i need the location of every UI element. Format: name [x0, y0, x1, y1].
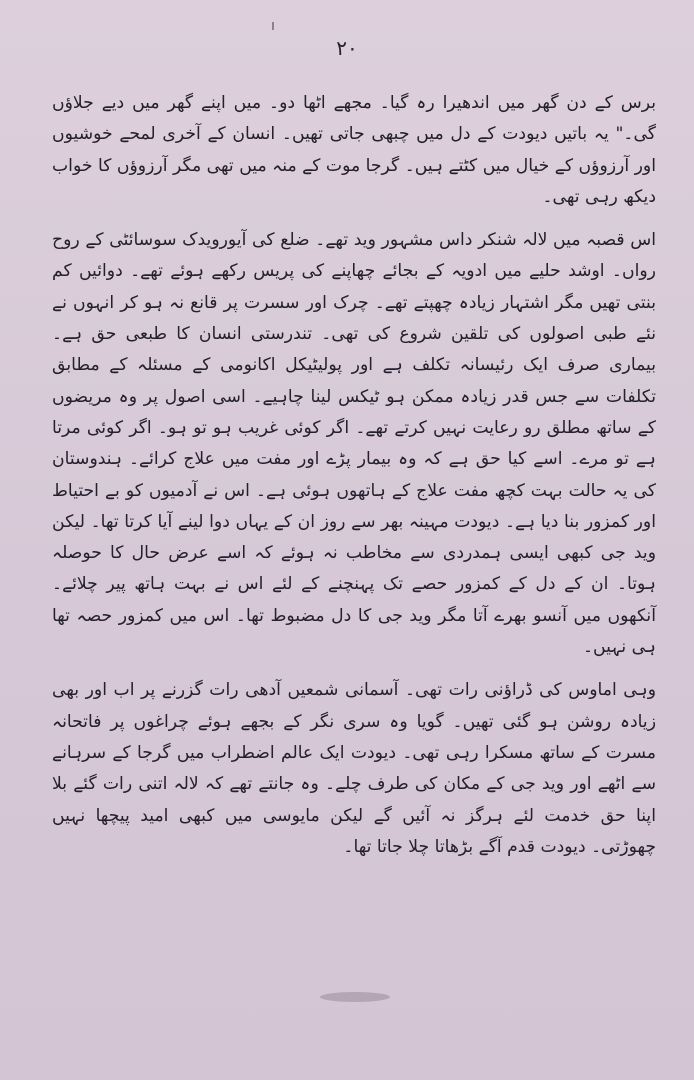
paragraph-1: برس کے دن گھر میں اندھیرا رہ گیا۔ مجھے اٹھا دو۔ میں اپنے گھر میں دیے جلاؤں گی۔" یہ باتیں دیودت کے دل میں چبھی جاتی تھیں۔ انسان کے آخری لمحے خوشیوں اور آرزوؤں کے خیال میں کٹتے ہیں۔ گرجا موت کے منہ میں تھی مگر آرزوؤں کا خواب دیکھ رہی تھی۔	[52, 93, 656, 207]
paragraph-2: اس قصبہ میں لالہ شنکر داس مشہور وید تھے۔ ضلع کی آیورویدک سوسائٹی کے روح رواں۔ اوشد حلیے میں ادویہ کے بجائے چھاپنے کی پریس رکھے ہوئے تھے۔ دوائیں کم بنتی تھیں مگر اشتہار زیادہ چھپتے تھے۔ چرک اور سسرت پر قانع نہ ہو کر انہوں نے نئے طبی اصولوں کی تلقین شروع کی تھی۔ تندرستی انسان کا طبعی حق ہے۔ بیماری صرف ایک رئیسانہ تکلف ہے اور پولیٹیکل اکانومی کے مسئلہ کے مطابق تکلفات سے جس قدر زیادہ ممکن ہو ٹیکس لینا چاہیے۔ اسی اصول پر وہ مریضوں کے ساتھ مطلق رو رعایت نہیں کرتے تھے۔ اگر کوئی غریب ہو تو ہو۔ اگر کوئی مرتا ہے تو مرے۔ اسے کیا حق ہے کہ وہ بیمار پڑے اور مفت میں علاج کرائے۔ ہندوستان کی یہ حالت بہت کچھ مفت علاج کے ہاتھوں ہوئی ہے۔ اس نے آدمیوں کو بے احتیاط اور کمزور بنا دیا ہے۔ دیودت مہینہ بھر سے روز ان کے یہاں دوا لینے آیا کرتا تھا۔ لیکن وید جی کبھی ایسی ہمدردی سے مخاطب نہ ہوئے کہ اسے عرض حال کا حوصلہ ہوتا۔ ان کے دل کے کمزور حصے تک پہنچنے کے لئے اس نے بہت ہاتھ پیر چلائے۔ آنکھوں میں آنسو بھرے آتا مگر وید جی کا دل مضبوط تھا۔ اس میں کمزور حصہ تھا ہی نہیں۔	[52, 230, 656, 658]
paragraph-3: وہی اماوس کی ڈراؤنی رات تھی۔ آسمانی شمعیں آدھی رات گزرنے پر اب اور بھی زیادہ روشن ہو گئی تھیں۔ گویا وہ سری نگر کے بجھے ہوئے چراغوں پر فاتحانہ مسرت کے ساتھ مسکرا رہی تھی۔ دیودت ایک عالم اضطراب میں گرجا کے سرہانے سے اٹھے اور وید جی کے مکان کی طرف چلے۔ وہ جانتے تھے کہ لالہ اتنی رات گئے بلا اپنا حق خدمت لئے ہرگز نہ آئیں گے لیکن مایوسی میں کبھی امید پیچھا نہیں چھوڑتی۔ دیودت قدم آگے بڑھاتا چلا جاتا تھا۔	[52, 680, 656, 857]
page-number: ۲۰	[336, 36, 358, 60]
paper-mark	[272, 22, 274, 30]
page-body	[52, 88, 656, 863]
ink-smudge	[320, 992, 390, 1002]
